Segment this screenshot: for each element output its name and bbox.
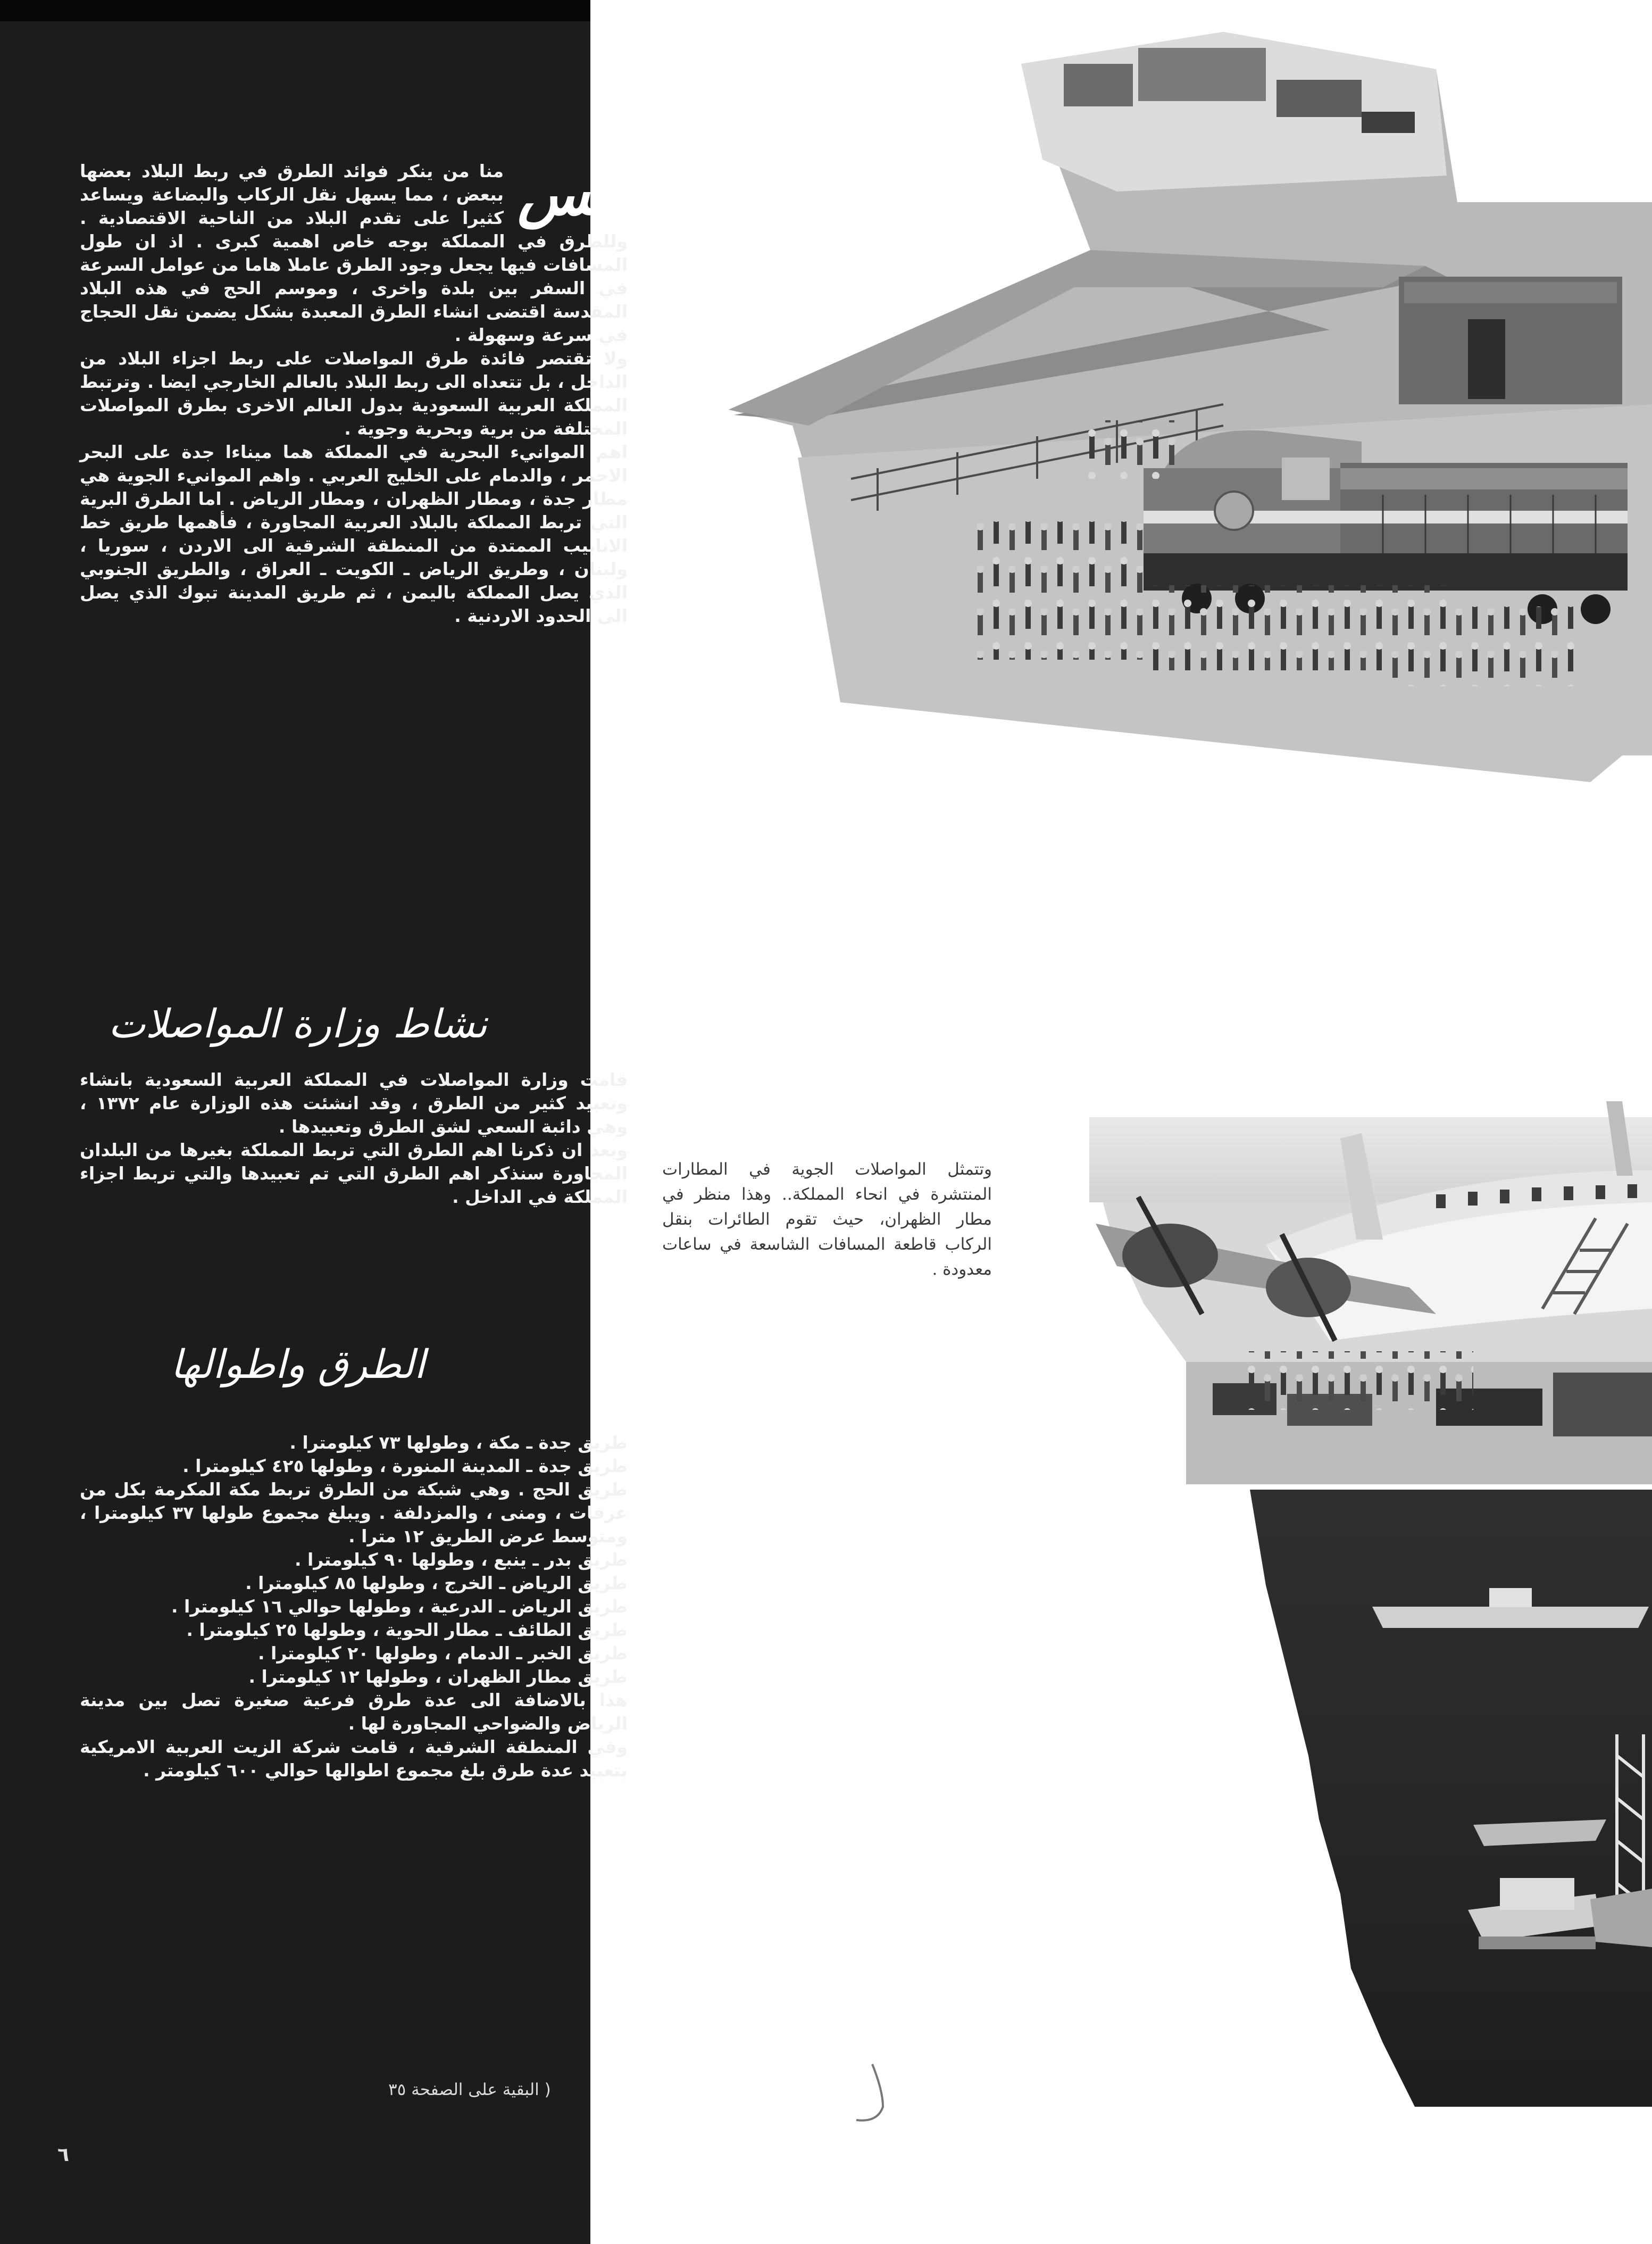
- photo-caption: وتتمثل المواصلات الجوية في المطارات المنتشرة في انحاء المملكة.. وهذا منظر في مطار الظهران، حيث تقوم الطائرات بنقل الركاب قاطعة المسافات الشاسعة في ساعات معدودة .: [662, 1160, 992, 1279]
- intro-dropcap: ليس: [518, 160, 628, 228]
- ministry-heading: نشاط وزارة المواصلات: [108, 1001, 488, 1047]
- ministry-paragraph-1: قامت وزارة المواصلات في المملكة العربية السعودية بانشاء وتعبيد كثير من الطرق ، وقد انشئت هذه الوزارة عام ١٣٧٢ ، وهي دائبة السعي لشق الطرق وتعبيدها .: [80, 1069, 628, 1137]
- road-item: طريق الحج . وهي شبكة من الطرق تربط مكة المكرمة بكل من عرفات ، ومنى ، والمزدلفة . ويبلغ مجموع طولها ٣٧ كيلومترا ، ومتوسط عرض الطريق ١٢ مترا .: [80, 1479, 628, 1547]
- roads-heading: الطرق واطوالها: [170, 1342, 425, 1387]
- road-item: طريق الرياض ـ الخرج ، وطولها ٨٥ كيلومترا .: [245, 1573, 628, 1593]
- road-item: طريق مطار الظهران ، وطولها ١٢ كيلومترا .: [248, 1666, 628, 1687]
- page-number: ٦: [57, 2144, 69, 2166]
- intro-paragraph-3: اهم الموانيء البحرية في المملكة هما ميناءا جدة على البحر الاحمر ، والدمام على الخليج العربي . واهم الموانيء الجوية هي مطار جدة ، ومطار الظهران ، ومطار الرياض . اما الطرق البرية التي تربط المملكة بالبلاد العربية المجاورة ، فأهمها طريق خط الانابيب الممتدة من المنطقة الشرقية الى الاردن ، سوريا ، ولبنان ، وطريق الرياض ـ الكويت ـ العراق ، والطريق الجنوبي الذي يصل المملكة باليمن ، ثم طريق المدينة تبوك الذي يصل الى الحدود الاردنية .: [80, 442, 628, 626]
- road-item: طريق جدة ـ مكة ، وطولها ٧٣ كيلومترا .: [289, 1432, 628, 1453]
- ministry-paragraph-2: وبعد ان ذكرنا اهم الطرق التي تربط المملكة بغيرها من البلدان المجاورة سنذكر اهم الطرق التي تم تعبيدها والتي تربط اجزاء المملكة في الداخل .: [80, 1140, 628, 1207]
- intro-paragraph-2: ولا تقتصر فائدة طرق المواصلات على ربط اجزاء البلاد من الداخل ، بل تتعداه الى ربط البلاد بالعالم الخارجي ايضا . وترتبط المملكة العربية السعودية بدول العالم الاخرى بطرق المواصلات المختلفة من برية وبحرية وجوية .: [80, 348, 628, 439]
- road-item: طريق بدر ـ ينبع ، وطولها ٩٠ كيلومترا .: [294, 1549, 628, 1570]
- seaport-photo: [1250, 1490, 1652, 2107]
- intro-paragraph-1: منا من ينكر فوائد الطرق في ربط البلاد بعضها ببعض ، مما يسهل نقل الركاب والبضاعة ويساعد كثيرا على تقدم البلاد من الناحية الاقتصادية . وللطرق في المملكة بوجه خاص اهمية كبرى . اذ ان طول المسافات فيها يجعل وجود الطرق عاملا هاما من عوامل السرعة في السفر بين بلدة واخرى ، وموسم الحج في هذه البلاد المقدسة اقتضى انشاء الطرق المعبدة بشكل يضمن نقل الحجاج في سرعة وسهولة .: [80, 161, 628, 345]
- road-item: طريق الرياض ـ الدرعية ، وطولها حوالي ١٦ كيلومترا .: [171, 1596, 628, 1617]
- road-item: طريق الطائف ـ مطار الحوية ، وطولها ٢٥ كيلومترا .: [186, 1619, 628, 1640]
- railway-photo: [729, 32, 1652, 782]
- road-item: طريق جدة ـ المدينة المنورة ، وطولها ٤٢٥ كيلومترا .: [182, 1456, 628, 1476]
- airport-photo: [1089, 1101, 1652, 1484]
- continued-note: ( البقية على الصفحة ٣٥: [388, 2080, 551, 2099]
- road-item: وفي المنطقة الشرقية ، قامت شركة الزيت العربية الامريكية بتعبيد عدة طرق بلغ مجموع اطوالها حوالي ٦٠٠ كيلومتر .: [80, 1736, 628, 1781]
- road-item: طريق الخبر ـ الدمام ، وطولها ٢٠ كيلومترا .: [258, 1643, 628, 1664]
- road-item: هذا بالاضافة الى عدة طرق فرعية صغيرة تصل بين مدينة الرياض والضواحي المجاورة لها .: [80, 1690, 628, 1734]
- pen-mark: [856, 2064, 883, 2121]
